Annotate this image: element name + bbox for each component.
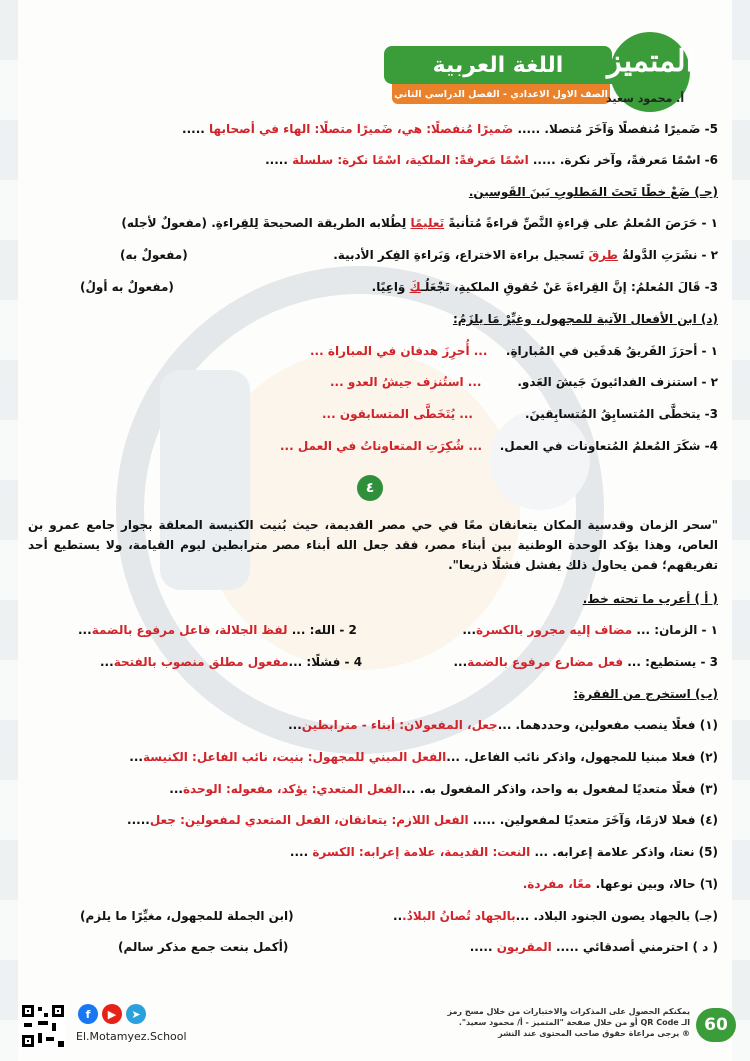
- subject-title: اللغة العربية: [384, 46, 612, 84]
- item-d4: 4- شكَرَ المُعلمُ المُتعاونات في العمل. ... شُكِرَتِ المتعاوناتُ في العمل ...: [280, 439, 718, 453]
- footer-note: يمكنكم الحصول على المذكرات والاختبارات من خلال مسح رمز الـ QR Code أو من خلال صفحة "المتميز - أ/ محمود سعيد". ® يرجى مراعاة حقوق صاحب المحتوى عند النشر: [447, 1007, 690, 1038]
- heading-a: ( أ ) أعرب ما تحته خط.: [582, 592, 718, 606]
- item-b2: (٢) فعلا مبنيا للمجهول، واذكر نائب الفاعل. ...الفعل المبني للمجهول: بنيت، نائب الفاعل: الكنيسة...: [129, 750, 718, 764]
- item-a1-a2: ١ - الزمان: ... مضاف إليه مجرور بالكسرة... 2 - الله: ... لفظ الجلالة، فاعل مرفوع بالضمة...: [78, 623, 718, 637]
- item-5: 5- ضَميرًا مُنفصلًا وَآخَرَ مُتصلا. ..... ضَميرًا مُنفصلًا: هي، ضَميرًا متصلًا: الهاء في أصحابها .....: [182, 122, 718, 136]
- right-border-decoration: [732, 0, 750, 1061]
- social-icons: [78, 1004, 146, 1024]
- item-b3: (٣) فعلًا متعديًا لمفعول به واحد، واذكر المفعول به. ...الفعل المتعدي: يؤكد، مفعوله: الوحدة...: [169, 782, 718, 796]
- note: (مفعولٌ به): [120, 248, 188, 262]
- facebook-icon[interactable]: f: [78, 1004, 98, 1024]
- qr-code-icon[interactable]: [20, 1003, 66, 1049]
- page-number: 60: [696, 1008, 736, 1042]
- left-border-decoration: [0, 0, 18, 1061]
- item-b6: (٦) حالا، وبين نوعها. معًا، مفردة.: [522, 877, 718, 891]
- section-heading-c: (جـ) ضَعْ خطًا تَحتَ المَطلوبِ بَينَ القَوسين.: [468, 185, 718, 199]
- author-name: أ. محمود سعيد: [606, 92, 685, 105]
- item-c1: ١ - حَرَصَ المُعلمُ على قِراءةِ النَّصِّ قراءةً مُتأنيةً تَعليمًا لِطُلابه الطريقة الصحيحةَ لِلقِراءةِ. (مفعولٌ لأجله): [121, 216, 718, 230]
- item-d2: ٢ - استنزف الفدائيونَ جَيشَ العَدو. ... استُنزف جيشُ العدو ...: [330, 375, 718, 389]
- section-number-badge: ٤: [357, 475, 383, 501]
- section-heading-d: (د) ابن الأفعال الآتية للمجهول، وغيِّرْ مَا يلزَمُ:: [452, 312, 718, 326]
- item-d: ( د ) احترمني أصدقائي ..... المقربون ..... (أكمل بنعت جمع مذكر سالم): [118, 940, 718, 954]
- item-d1: ١ - أحرَزَ الفَريقُ هَدفَين في المُباراةِ. ... أُحرِزَ هدفان في المباراة ...: [310, 344, 718, 358]
- logo: المتميز: [607, 44, 694, 79]
- item-d3: 3- يتخطَّى المُتسابِقُ المُتسابِقينَ. ... يُتَخَطَّى المتسابقون ...: [322, 407, 718, 421]
- grade-subtitle: الصف الاول الاعدادي - الفصل الدراسي الثاني: [392, 84, 610, 104]
- item-c3: 3- قَالَ المُعلمُ: إنَّ القِراءةَ عَنْ حُقوقِ الملكيةِ، تَجْعَلُـكَ وَاعِيًا. (مفعولٌ به أولُ): [80, 280, 718, 294]
- passage-paragraph: "سحر الزمان وقدسية المكان يتعانقان معًا في حي مصر القديمة، حيث بُنيت الكنيسة المعلقة بجوار جامع عمرو بن العاص، وهذا يؤكد الوحدة الوطنية بين أبناء مصر، فقد جعل الله أبناء مصر مترابطين ليوم القيامة، ولا يستطيع أحد تفريقهم؛ فمن يحاول ذلك يفشل فشلًا ذريعا".: [28, 518, 718, 572]
- note: (مفعولٌ به أولُ): [80, 280, 174, 294]
- item-c2: ٢ - نشَرَتِ الدَّولةُ طرقَ تَسجيل براءة الاختراع، وَبَراءةِ الفِكر الأدبية. (مفعولٌ به): [120, 248, 718, 262]
- item-b4: (٤) فعلا لازمًا، وَآخَرَ متعديًا لمفعولين. ..... الفعل اللازم: يتعانقان، الفعل المتعدي لمفعولين: جعل.....: [127, 813, 718, 827]
- telegram-icon[interactable]: ➤: [126, 1004, 146, 1024]
- item-b1: (١) فعلًا ينصب مفعولين، وحددهما. ...جعل، المفعولان: أبناء - مترابطين...: [288, 718, 718, 732]
- website-label: El.Motamyez.School: [76, 1030, 187, 1043]
- item-c: (جـ) بالجهاد يصون الجنود البلاد. ...بالجهاد تُصانُ البلادُ... (ابن الجملة للمجهول، مغيِّرًا ما يلزم): [80, 909, 718, 923]
- heading-b: (ب) استخرج من الفقرة:: [573, 687, 718, 701]
- item-b5: (5) نعتا، واذكر علامة إعرابه. ... النعت: القديمة، علامة إعرابه: الكسرة ....: [289, 845, 718, 859]
- item-a3-a4: 3 - يستطيع: ... فعل مضارع مرفوع بالضمة... 4 - فشلًا: ...مفعول مطلق منصوب بالفتحة...: [100, 655, 718, 669]
- youtube-icon[interactable]: ▶: [102, 1004, 122, 1024]
- item-6: 6- اسْمًا مَعرفةً، وآخر نكرة. ..... اسْمًا مَعرفةً: الملكية، اسْمًا نكرة: سلسلة .....: [265, 153, 718, 167]
